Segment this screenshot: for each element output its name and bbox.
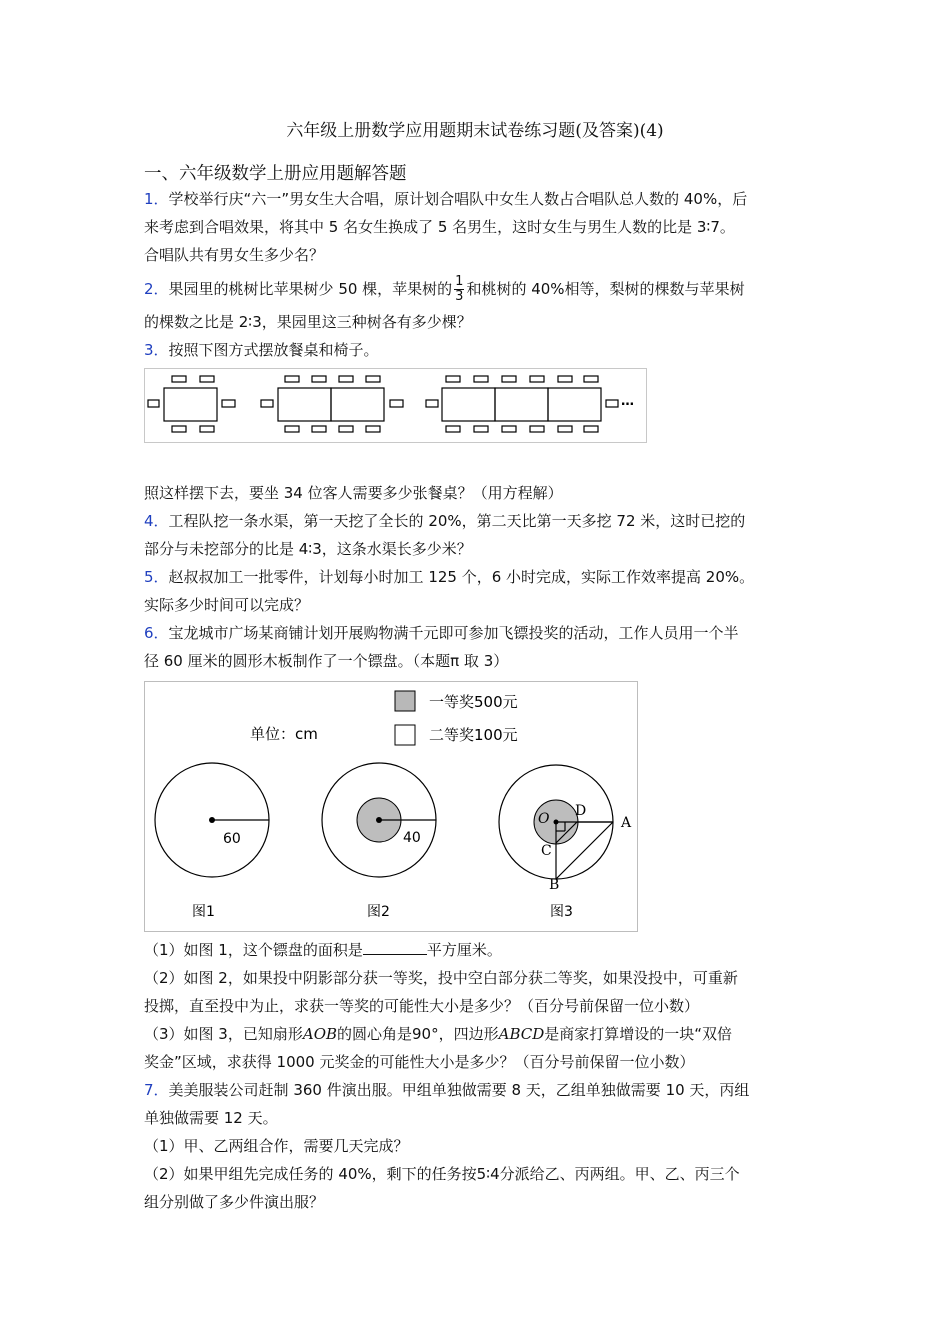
questions — [144, 185, 809, 1216]
question-text: 工程队挖一条水渠，第一天挖了全长的 20%，第二天比第一天多挖 72 米，这时已挖的 — [168, 512, 746, 530]
subquestion: （2）如果甲组先完成任务的 40%，剩下的任务按5∶4分派给乙、丙两组。甲、乙、丙三个 — [144, 1165, 740, 1183]
question-number: 1． — [144, 190, 169, 208]
question-text: 照这样摆下去，要坐 34 位客人需要多少张餐桌？（用方程解） — [144, 484, 563, 502]
dartboard-figure — [144, 681, 638, 932]
legend-first-text: 一等奖500元 — [429, 693, 518, 711]
subquestion — [144, 936, 809, 964]
table-rect — [278, 388, 331, 421]
math-symbol: AOB — [302, 1025, 338, 1043]
figure-caption: 图2 — [367, 904, 390, 920]
question-text: 来考虑到合唱效果，将其中 5 名女生换成了 5 名男生，这时女生与男生人数的比是 3∶7。 — [144, 218, 735, 236]
ellipsis-text: … — [621, 394, 634, 409]
chair-rect — [558, 426, 572, 432]
chair-rect — [584, 376, 598, 382]
question-text: 投掷，直至投中为止，求获一等奖的可能性大小是多少？（百分号前保留一位小数） — [144, 997, 700, 1015]
chair-rect — [530, 426, 544, 432]
figure-caption: 图3 — [550, 904, 573, 920]
radius-label: 60 — [223, 831, 241, 847]
question-text: 径 60 厘米的圆形木板制作了一个镖盘。（本题π 取 3） — [144, 652, 509, 670]
question-3 — [144, 336, 809, 364]
point-label: B — [549, 877, 560, 893]
question-2 — [144, 275, 809, 304]
question-text: 宝龙城市广场某商铺计划开展购物满千元即可参加飞镖投奖的活动，工作人员用一个半 — [168, 624, 739, 642]
question-number: 5． — [144, 568, 169, 586]
fraction-denominator: 3 — [455, 289, 464, 304]
radius-label: 40 — [403, 830, 421, 846]
question-text: 合唱队共有男女生多少名？ — [144, 246, 325, 264]
chair-rect — [339, 426, 353, 432]
answer-blank[interactable] — [363, 940, 427, 955]
question-text: （3）如图 3，已知扇形 — [144, 1025, 303, 1043]
chair-rect — [366, 376, 380, 382]
question-4 — [144, 507, 809, 535]
question-text: 平方厘米。 — [426, 941, 502, 959]
chair-rect — [200, 376, 214, 382]
chair-rect — [530, 376, 544, 382]
table-rect — [442, 388, 495, 421]
question-text: 学校举行庆“六一”男女生大合唱，原计划合唱队中女生人数占合唱队总人数的 40%，后 — [168, 190, 748, 208]
chair-rect — [285, 426, 299, 432]
question-text: 奖金”区域，求获得 1000 元奖金的可能性大小是多少？（百分号前保留一位小数） — [144, 1053, 695, 1071]
question-text: 果园里的桃树比苹果树少 50 棵，苹果树的 — [168, 280, 453, 298]
question-6 — [144, 619, 809, 647]
question-number: 6． — [144, 624, 169, 642]
question-text: （1）如图 1，这个镖盘的面积是 — [144, 941, 363, 959]
chair-rect — [502, 376, 516, 382]
table-rect — [495, 388, 548, 421]
table-rect — [331, 388, 384, 421]
question-number: 4． — [144, 512, 169, 530]
table-rect — [164, 388, 217, 421]
question-1 — [144, 185, 809, 213]
legend-second-text: 二等奖100元 — [429, 726, 518, 744]
unit-label: 单位：cm — [250, 725, 318, 743]
chair-rect — [584, 426, 598, 432]
chair-rect — [426, 400, 438, 407]
page-title: 六年级上册数学应用题期末试卷练习题(及答案)(4) — [286, 121, 664, 141]
figure-caption: 图1 — [192, 904, 215, 920]
chair-rect — [474, 376, 488, 382]
chair-rect — [339, 376, 353, 382]
question-number: 7． — [144, 1081, 169, 1099]
chair-rect — [606, 400, 618, 407]
question-text: 实际多少时间可以完成？ — [144, 596, 310, 614]
fraction — [454, 275, 464, 304]
legend-swatch-first — [395, 691, 415, 711]
question-5 — [144, 563, 809, 591]
chair-rect — [446, 426, 460, 432]
question-text: 按照下图方式摆放餐桌和椅子。 — [168, 341, 379, 359]
chair-rect — [446, 376, 460, 382]
section-heading: 一、六年级数学上册应用题解答题 — [144, 164, 407, 184]
subquestion: （2）如图 2，如果投中阴影部分获一等奖，投中空白部分获二等奖，如果没投中，可重新 — [144, 969, 738, 987]
chair-rect — [285, 376, 299, 382]
chair-rect — [172, 376, 186, 382]
question-text: 单独做需要 12 天。 — [144, 1109, 278, 1127]
point-label: O — [538, 811, 550, 827]
chair-rect — [172, 426, 186, 432]
chair-rect — [390, 400, 403, 407]
question-text: 赵叔叔加工一批零件，计划每小时加工 125 个，6 小时完成，实际工作效率提高 20%。 — [168, 568, 755, 586]
question-number: 3． — [144, 341, 169, 359]
chair-rect — [261, 400, 273, 407]
math-symbol: ABCD — [498, 1025, 545, 1043]
chair-rect — [474, 426, 488, 432]
chair-rect — [148, 400, 159, 407]
chair-rect — [366, 426, 380, 432]
point-label: D — [575, 803, 587, 819]
question-text: 组分别做了多少件演出服？ — [144, 1193, 325, 1211]
fraction-numerator: 1 — [455, 274, 464, 289]
legend-swatch-second — [395, 725, 415, 745]
chair-rect — [312, 376, 326, 382]
question-text: 的棵数之比是 2∶3，果园里这三种树各有多少棵？ — [144, 313, 472, 331]
subquestion — [144, 1020, 809, 1048]
chair-rect — [200, 426, 214, 432]
table-chair-figure — [144, 368, 647, 443]
quadrilateral-abcd — [556, 822, 613, 879]
chair-rect — [558, 376, 572, 382]
chair-rect — [502, 426, 516, 432]
question-7 — [144, 1076, 809, 1104]
table-rect — [548, 388, 601, 421]
chair-rect — [312, 426, 326, 432]
chair-rect — [222, 400, 235, 407]
question-number: 2． — [144, 280, 169, 298]
point-label: C — [541, 843, 552, 859]
question-text: 是商家打算增设的一块“双倍 — [544, 1025, 733, 1043]
point-label: A — [621, 815, 632, 831]
question-text: 美美服装公司赶制 360 件演出服。甲组单独做需要 8 天，乙组单独做需要 10 天，丙组 — [168, 1081, 750, 1099]
question-text: 部分与未挖部分的比是 4∶3，这条水渠长多少米？ — [144, 540, 472, 558]
question-text: 和桃树的 40%相等，梨树的棵数与苹果树 — [466, 280, 745, 298]
question-text: 的圆心角是90°，四边形 — [337, 1025, 499, 1043]
subquestion: （1）甲、乙两组合作，需要几天完成？ — [144, 1137, 409, 1155]
